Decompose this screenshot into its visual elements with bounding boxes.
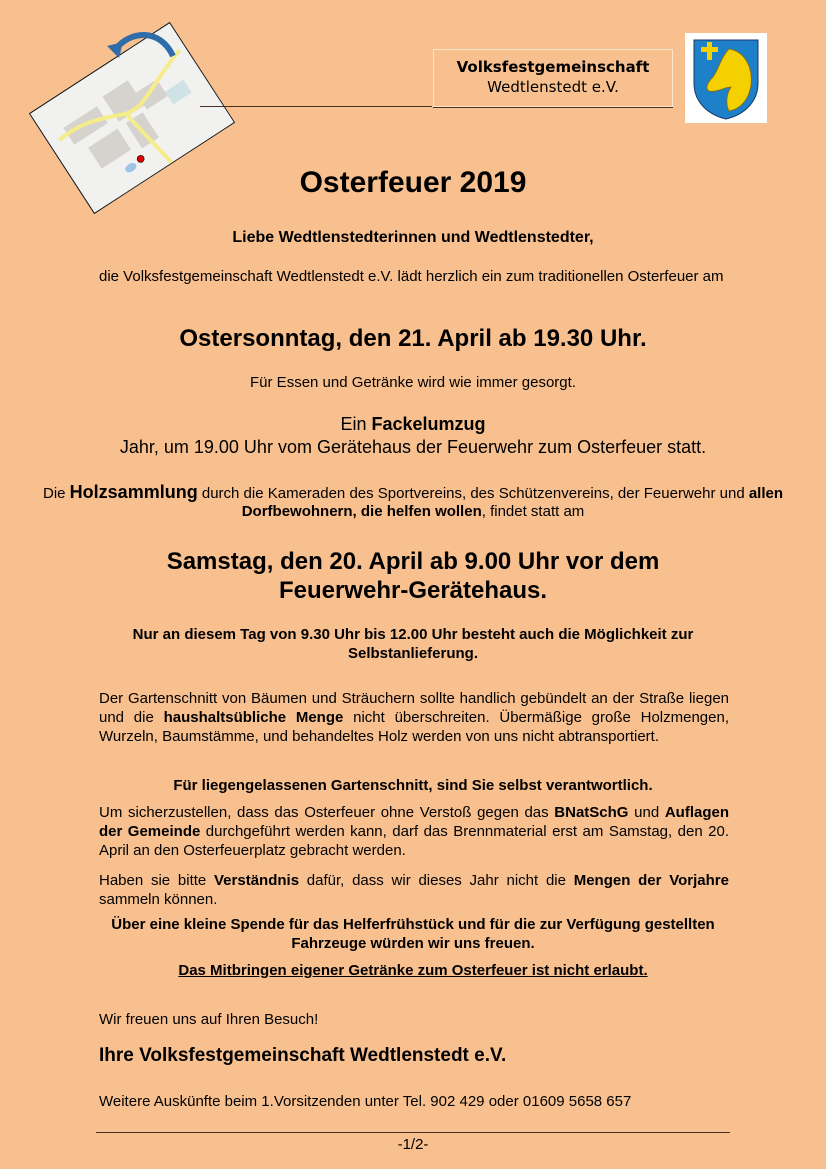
- garden-post: nicht überschreiten. Übermäßige große Holzmengen, Wurzeln, Baumstämme, und behandeltes Holz werden von uns nicht abtransportiert.: [99, 709, 729, 745]
- understanding-mid: dafür, dass wir dieses Jahr nicht die: [299, 872, 574, 889]
- intro-text: die Volksfestgemeinschaft Wedtlenstedt e.V. lädt herzlich ein zum traditionellen Osterfeuer am: [99, 268, 724, 285]
- no-drinks-text: Das Mitbringen eigener Getränke zum Osterfeuer ist nicht erlaubt.: [178, 962, 648, 979]
- understanding-bold1: Verständnis: [214, 872, 300, 889]
- page-number: -1/2-: [397, 1136, 429, 1153]
- ensure-pre: Um sicherzustellen, dass das Osterfeuer ohne Verstoß gegen das: [99, 804, 555, 821]
- understanding-pre: Haben sie bitte: [99, 872, 214, 889]
- understanding-text: [99, 871, 729, 909]
- no-drinks-note: [0, 962, 826, 979]
- wood-bold1: Holzsammlung: [69, 482, 198, 502]
- self-delivery-text: Nur an diesem Tag von 9.30 Uhr bis 12.00 Uhr besteht auch die Möglichkeit zur Selbstanlieferung.: [132, 626, 694, 662]
- org-box-underline: [433, 107, 673, 108]
- contact-info: Weitere Auskünfte beim 1.Vorsitzenden unter Tel. 902 429 oder 01609 5658 657: [99, 1093, 632, 1110]
- wood-pre: Die: [42, 485, 70, 502]
- torch-post: Jahr, um 19.00 Uhr vom Gerätehaus der Feuerwehr zum Osterfeuer statt.: [119, 437, 707, 457]
- food-note: Für Essen und Getränke wird wie immer gesorgt.: [250, 374, 576, 391]
- ensure-post: durchgeführt werden kann, darf das Brennmaterial erst am Samstag, den 20. April an den Osterfeuerplatz gebracht werden.: [99, 823, 729, 859]
- rotate-arrow-icon: [105, 28, 185, 68]
- page-title: Osterfeuer 2019: [299, 166, 527, 199]
- garden-pre: Der Gartenschnitt von Bäumen und Sträuchern sollte handlich gebündelt an der Straße liegen und die: [99, 690, 729, 726]
- wood-mid: durch die Kameraden des Sportvereins, des Schützenvereins, der Feuerwehr und: [197, 485, 749, 502]
- ensure-bold1: BNatSchG: [554, 804, 629, 821]
- collection-date: [0, 547, 826, 605]
- welcome-text: Wir freuen uns auf Ihren Besuch!: [99, 1011, 319, 1028]
- org-name-line2: Wedtlenstedt e.V.: [487, 78, 619, 96]
- ensure-bold2: Auflagen der Gemeinde: [99, 804, 729, 840]
- self-delivery: [0, 625, 826, 663]
- header-divider: [200, 106, 432, 107]
- event-date: Ostersonntag, den 21. April ab 19.30 Uhr.: [179, 325, 647, 352]
- donation-text: Über eine kleine Spende für das Helferfrühstück und für die zur Verfügung gestellten Fahrzeuge würden wir uns freuen.: [111, 916, 715, 952]
- torch-parade-text: [0, 413, 826, 459]
- footer-divider: [96, 1132, 730, 1133]
- understanding-bold2: Mengen der Vorjahre: [573, 872, 729, 889]
- coat-of-arms-horse-icon: [685, 33, 767, 123]
- garden-bold: haushaltsübliche Menge: [163, 709, 344, 726]
- responsibility-note: Für liegengelassenen Gartenschnitt, sind Sie selbst verantwortlich.: [173, 777, 653, 794]
- ensure-mid: und: [628, 804, 665, 821]
- wood-collection-text: [0, 483, 826, 521]
- understanding-post: sammeln können.: [99, 891, 218, 908]
- greeting: Liebe Wedtlenstedterinnen und Wedtlenstedter,: [232, 229, 594, 246]
- garden-text: [99, 689, 729, 746]
- torch-bold: Fackelumzug: [371, 414, 486, 434]
- torch-pre: Ein: [340, 414, 372, 434]
- org-name-line1: Volksfestgemeinschaft: [456, 58, 650, 76]
- wood-post: , findet statt am: [481, 503, 585, 520]
- wood-bold2: allen Dorfbewohnern, die helfen wollen: [241, 485, 784, 520]
- ensure-text: [99, 803, 729, 860]
- signature: Ihre Volksfestgemeinschaft Wedtlenstedt e.V.: [99, 1045, 507, 1066]
- donation-note: [0, 915, 826, 953]
- collection-date-text: Samstag, den 20. April ab 9.00 Uhr vor dem Feuerwehr-Gerätehaus.: [166, 548, 660, 604]
- org-name-box: [433, 49, 673, 107]
